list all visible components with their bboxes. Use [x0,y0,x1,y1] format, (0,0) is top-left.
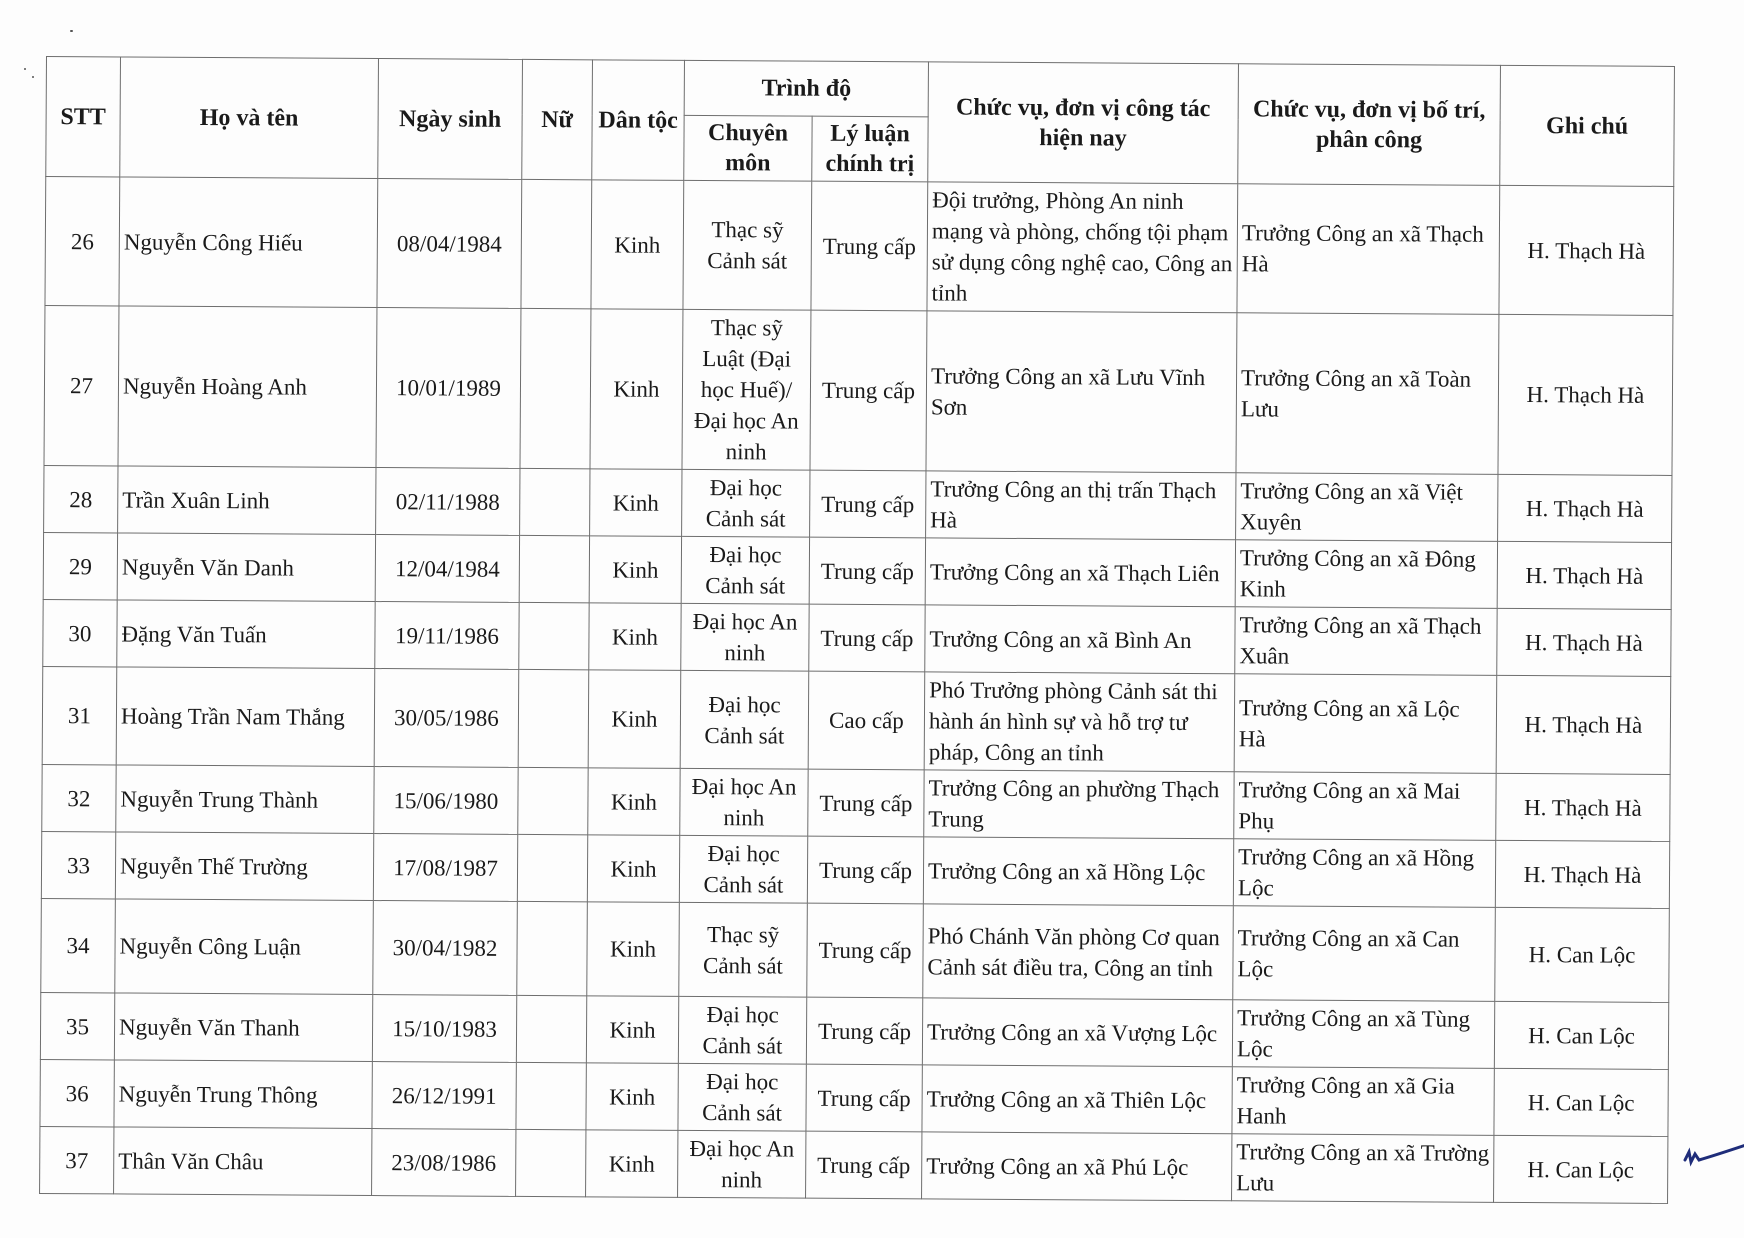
cell-politics: Trung cấp [811,181,928,311]
header-politics: Lý luận chính trị [812,116,928,182]
cell-current-position: Trưởng Công an xã Hồng Lộc [923,837,1233,906]
cell-female [517,834,587,901]
cell-female [518,767,588,834]
cell-specialty: Đại học Cảnh sát [679,835,807,903]
cell-ethnicity: Kinh [588,670,681,769]
cell-ethnicity: Kinh [590,309,683,470]
table-row [45,177,1674,316]
header-name: Họ và tên [120,57,379,179]
table-row [43,599,1671,676]
cell-name: Trần Xuân Linh [118,466,376,535]
cell-stt: 26 [45,177,120,306]
cell-dob: 02/11/1988 [376,468,520,536]
scan-speck [32,76,34,78]
cell-note: H. Can Lộc [1495,907,1670,1002]
table-row [42,764,1670,841]
cell-note: H. Can Lộc [1494,1001,1668,1069]
personnel-table [39,56,1675,1204]
cell-current-position: Trưởng Công an xã Thiên Lộc [922,1065,1232,1134]
cell-note: H. Thạch Hà [1497,608,1671,676]
cell-politics: Trung cấp [806,1131,922,1199]
header-dob: Ngày sinh [378,59,523,180]
header-ethnicity: Dân tộc [592,60,685,181]
cell-assigned-position: Trưởng Công an xã Việt Xuyên [1236,473,1498,542]
cell-dob: 26/12/1991 [372,1062,516,1130]
cell-specialty: Đại học An ninh [681,603,809,671]
cell-politics: Trung cấp [810,470,926,538]
cell-current-position: Trưởng Công an xã Thạch Liên [925,538,1235,607]
cell-ethnicity: Kinh [588,768,680,836]
cell-current-position: Trưởng Công an xã Phú Lộc [922,1132,1232,1201]
table-row [40,1126,1668,1203]
cell-ethnicity: Kinh [587,902,680,997]
cell-female [518,669,589,767]
cell-ethnicity: Kinh [587,835,679,903]
cell-current-position: Trưởng Công an xã Lưu Vĩnh Sơn [926,311,1237,473]
cell-name: Nguyễn Hoàng Anh [118,306,377,468]
cell-stt: 28 [44,465,118,532]
cell-stt: 32 [42,764,116,831]
cell-dob: 08/04/1984 [377,179,522,309]
cell-dob: 10/01/1989 [376,308,521,469]
cell-stt: 29 [43,532,117,599]
table-row [42,666,1671,774]
cell-current-position: Trưởng Công an thị trấn Thạch Hà [926,471,1236,540]
cell-note: H. Thạch Hà [1497,541,1671,609]
cell-stt: 27 [44,305,119,465]
cell-current-position: Phó Chánh Văn phòng Cơ quan Cảnh sát điều tra, Công an tỉnh [923,904,1234,1000]
cell-ethnicity: Kinh [586,996,678,1064]
cell-specialty: Thạc sỹ Cảnh sát [679,902,808,997]
cell-current-position: Phó Trưởng phòng Cảnh sát thi hành án hình sự và hỗ trợ tư pháp, Công an tỉnh [924,672,1235,772]
cell-specialty: Đại học Cảnh sát [681,536,809,604]
cell-female [516,995,586,1062]
cell-dob: 15/10/1983 [372,995,516,1063]
cell-note: H. Thạch Hà [1495,840,1669,908]
header-education: Trình độ [684,60,928,116]
cell-politics: Trung cấp [807,836,923,904]
cell-name: Nguyễn Thế Trường [115,832,373,901]
cell-ethnicity: Kinh [591,180,684,310]
table-row [43,532,1671,609]
cell-name: Nguyễn Trung Thành [116,765,374,834]
cell-female [520,468,590,535]
scan-speck [70,30,73,32]
cell-stt: 36 [40,1059,114,1126]
cell-politics: Trung cấp [806,1064,922,1132]
table-row [44,305,1673,475]
cell-dob: 15/06/1980 [374,767,518,835]
cell-female [517,901,588,995]
cell-ethnicity: Kinh [589,536,681,604]
cell-assigned-position: Trưởng Công an xã Can Lộc [1233,906,1496,1002]
cell-name: Nguyễn Công Luận [115,899,374,995]
header-note: Ghi chú [1500,65,1675,186]
cell-politics: Trung cấp [809,537,925,605]
cell-assigned-position: Trưởng Công an xã Gia Hanh [1232,1067,1494,1136]
cell-name: Nguyễn Công Hiếu [119,177,378,308]
table-row [44,465,1672,542]
cell-name: Đặng Văn Tuấn [117,600,375,669]
cell-assigned-position: Trưởng Công an xã Thạch Xuân [1235,607,1497,676]
cell-politics: Trung cấp [809,604,925,672]
cell-name: Thân Văn Châu [114,1127,372,1196]
cell-name: Nguyễn Trung Thông [114,1060,372,1129]
cell-specialty: Đại học An ninh [680,768,808,836]
cell-assigned-position: Trưởng Công an xã Toàn Lưu [1236,313,1499,475]
cell-dob: 30/05/1986 [374,669,519,768]
cell-name: Nguyễn Văn Danh [117,533,375,602]
table-row [40,1059,1668,1136]
cell-ethnicity: Kinh [589,603,681,671]
cell-female [516,1062,586,1129]
cell-current-position: Đội trưởng, Phòng An ninh mạng và phòng, chống tội phạm sử dụng công nghệ cao, Công an tỉnh [927,182,1238,313]
cell-politics: Trung cấp [807,903,924,998]
cell-assigned-position: Trưởng Công an xã Lộc Hà [1234,674,1497,774]
header-current-position: Chức vụ, đơn vị công tác hiện nay [928,62,1239,184]
cell-politics: Trung cấp [806,997,922,1065]
header-assigned-position: Chức vụ, đơn vị bố trí, phân công [1238,64,1501,186]
table-header-row [46,57,1674,122]
cell-specialty: Đại học Cảnh sát [680,670,809,769]
cell-current-position: Trưởng Công an xã Vượng Lộc [922,998,1232,1067]
cell-current-position: Trưởng Công an phường Thạch Trung [924,770,1234,839]
cell-note: H. Thạch Hà [1498,474,1672,542]
cell-female [521,179,592,308]
cell-female [519,602,589,669]
table-row [40,992,1668,1069]
cell-name: Hoàng Trần Nam Thắng [116,667,375,767]
cell-note: H. Thạch Hà [1496,675,1671,774]
cell-stt: 37 [40,1126,114,1193]
cell-female [519,535,589,602]
cell-specialty: Đại học Cảnh sát [682,469,810,537]
cell-dob: 30/04/1982 [373,901,518,996]
cell-specialty: Đại học An ninh [678,1130,806,1198]
cell-stt: 35 [40,992,114,1059]
table-row [41,898,1670,1002]
cell-politics: Cao cấp [808,671,925,770]
header-female: Nữ [522,59,593,179]
cell-dob: 19/11/1986 [375,602,519,670]
cell-current-position: Trưởng Công an xã Bình An [925,605,1235,674]
cell-note: H. Thạch Hà [1499,185,1674,315]
cell-assigned-position: Trưởng Công an xã Hồng Lộc [1233,839,1495,908]
cell-note: H. Thạch Hà [1498,314,1673,475]
cell-assigned-position: Trưởng Công an xã Thạch Hà [1237,184,1500,315]
cell-assigned-position: Trưởng Công an xã Trường Lưu [1232,1134,1494,1203]
cell-ethnicity: Kinh [586,1063,678,1131]
cell-dob: 23/08/1986 [372,1129,516,1197]
cell-dob: 12/04/1984 [375,535,519,603]
header-specialty: Chuyên môn [684,115,812,181]
cell-ethnicity: Kinh [586,1130,678,1198]
cell-specialty: Thạc sỹ Cảnh sát [683,180,812,310]
cell-specialty: Đại học Cảnh sát [678,996,806,1064]
cell-note: H. Thạch Hà [1496,773,1670,841]
cell-note: H. Can Lộc [1494,1068,1668,1136]
cell-stt: 31 [42,666,117,764]
cell-name: Nguyễn Văn Thanh [114,993,372,1062]
cell-stt: 34 [41,898,116,992]
table-row [41,831,1669,908]
cell-politics: Trung cấp [810,310,927,471]
cell-assigned-position: Trưởng Công an xã Tùng Lộc [1232,1000,1494,1069]
header-stt: STT [46,57,121,177]
cell-specialty: Thạc sỹ Luật (Đại học Huế)/ Đại học An ninh [682,309,811,470]
cell-assigned-position: Trưởng Công an xã Mai Phụ [1234,772,1496,841]
cell-stt: 33 [41,831,115,898]
pen-mark-icon [1683,1142,1744,1172]
cell-ethnicity: Kinh [590,469,682,537]
cell-assigned-position: Trưởng Công an xã Đông Kinh [1235,540,1497,609]
cell-dob: 17/08/1987 [373,834,517,902]
scan-speck [24,68,26,70]
cell-female [520,308,591,468]
cell-note: H. Can Lộc [1494,1135,1668,1203]
cell-specialty: Đại học Cảnh sát [678,1063,806,1131]
cell-female [516,1129,586,1196]
cell-stt: 30 [43,599,117,666]
cell-politics: Trung cấp [808,769,924,837]
